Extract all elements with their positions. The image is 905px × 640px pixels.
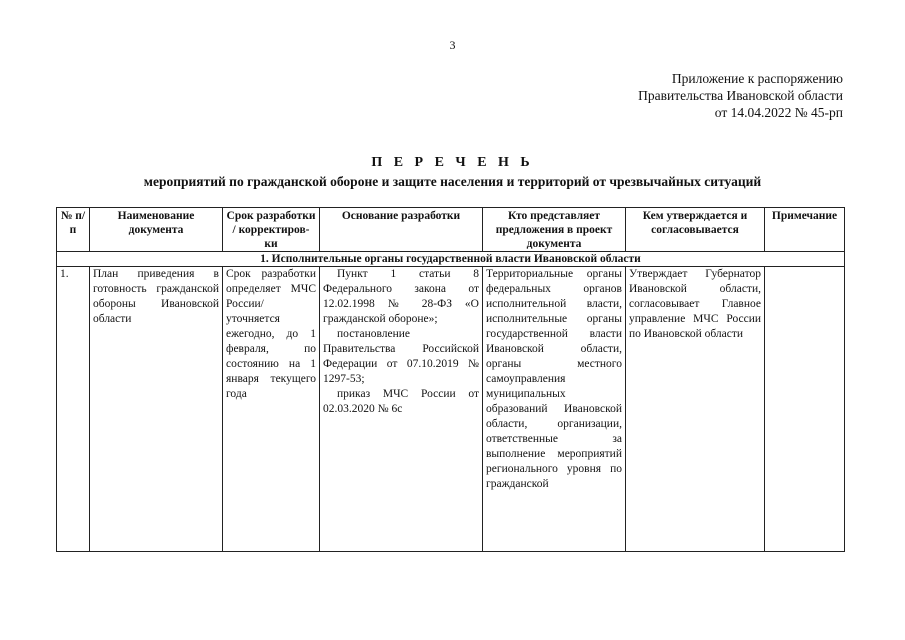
header-term: Срок разработки / корректиров-ки xyxy=(223,208,320,252)
basis-paragraph-2: постановление Правительства Российской Федерации от 07.10.2019 № 1297-53; xyxy=(323,328,479,385)
row-name: План приведения в готовность гражданской обороны Ивановской области xyxy=(90,267,223,552)
section-row xyxy=(57,252,845,267)
basis-paragraph-1: Пункт 1 статьи 8 Федерального закона от 12.02.1998 № 28-ФЗ «О гражданской обороне»; xyxy=(323,268,479,325)
appendix-line-3: от 14.04.2022 № 45-рп xyxy=(714,105,843,120)
measures-table xyxy=(56,207,845,552)
table-header-row xyxy=(57,208,845,252)
header-note: Примечание xyxy=(765,208,845,252)
row-basis xyxy=(320,267,483,552)
page-number: 3 xyxy=(449,38,456,52)
row-proposer: Территориальные органы федеральных органов исполнительной власти, исполнительные органы государственной власти Ивановской области, органы местного самоуправления муниципальных образований Ивановской области, организации, ответственные за выполнение мероприятий регионального уровня по гражданской xyxy=(483,267,626,552)
row-num: 1. xyxy=(57,267,90,552)
header-proposer: Кто представляет предложения в проект документа xyxy=(483,208,626,252)
appendix-header xyxy=(638,70,843,121)
row-note xyxy=(765,267,845,552)
section-title: 1. Исполнительные органы государственной власти Ивановской области xyxy=(57,252,845,267)
document-title: П Е Р Е Ч Е Н Ь xyxy=(371,155,534,170)
header-approver: Кем утверждается и согласовывается xyxy=(626,208,765,252)
appendix-line-2: Правительства Ивановской области xyxy=(638,88,843,103)
header-num: № п/п xyxy=(57,208,90,252)
row-term: Срок разработки определяет МЧС России/ уточняется ежегодно, до 1 февраля, по состоянию на 1 января текущего года xyxy=(223,267,320,552)
header-name: Наименование документа xyxy=(90,208,223,252)
row-approver: Утверждает Губернатор Ивановской области, согласовывает Главное управление МЧС России по Ивановской области xyxy=(626,267,765,552)
appendix-line-1: Приложение к распоряжению xyxy=(671,71,843,86)
document-subtitle: мероприятий по гражданской обороне и защите населения и территорий от чрезвычайных ситуаций xyxy=(143,174,762,189)
basis-paragraph-3: приказ МЧС России от 02.03.2020 № 6с xyxy=(323,388,479,415)
header-basis: Основание разработки xyxy=(320,208,483,252)
table-row xyxy=(57,267,845,552)
